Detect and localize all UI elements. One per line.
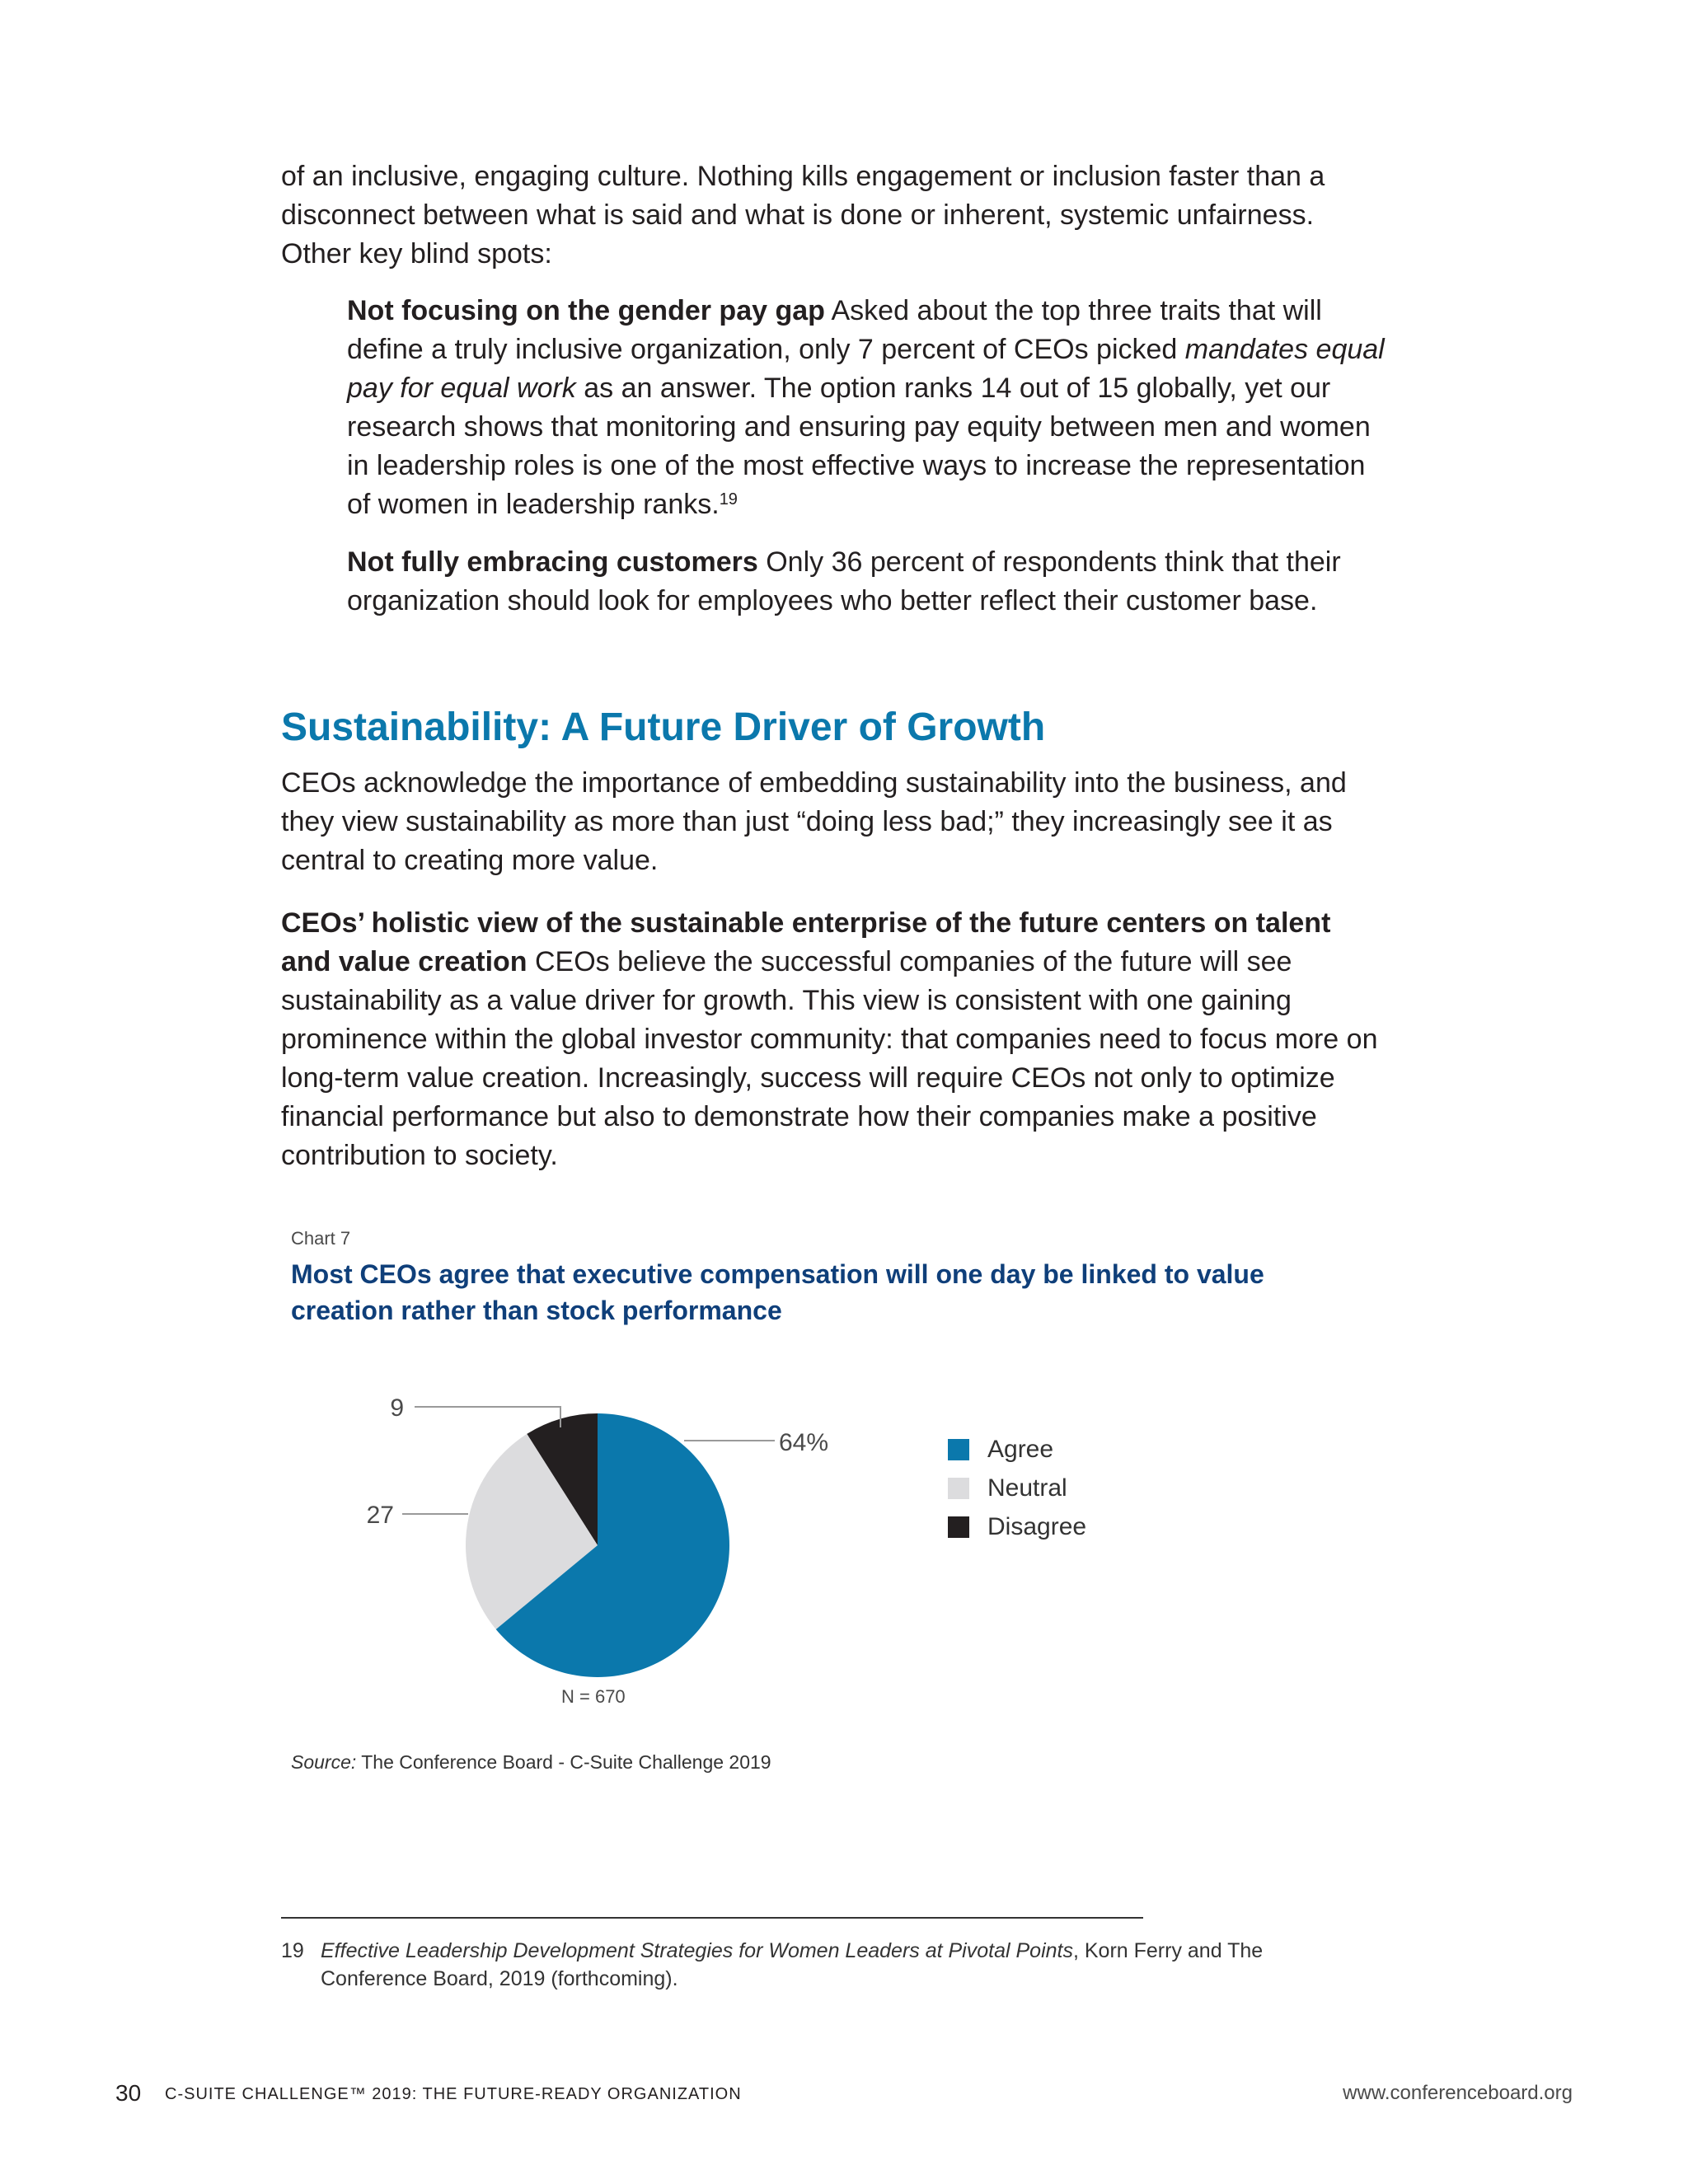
- chart-source: [291, 1751, 771, 1774]
- source-text: The Conference Board - C-Suite Challenge 2019: [361, 1751, 771, 1773]
- footer-url[interactable]: www.conferenceboard.org: [1343, 2082, 1573, 2104]
- legend-swatch-neutral: [948, 1478, 969, 1499]
- chart-title: Most CEOs agree that executive compensation will one day be linked to value creation rather than stock performance: [291, 1259, 1264, 1325]
- legend-swatch-disagree: [948, 1516, 969, 1538]
- pie-chart: [330, 1368, 907, 1681]
- section-title: Sustainability: A Future Driver of Growth: [281, 705, 1046, 749]
- chart-legend: [948, 1430, 1086, 1546]
- legend-item-neutral: [948, 1469, 1086, 1507]
- intro-paragraph: [281, 157, 1386, 274]
- legend-label-neutral: Neutral: [987, 1474, 1067, 1502]
- section-paragraph-2: [281, 904, 1386, 1175]
- blind-spot-heading: Not fully embracing customers: [347, 546, 758, 578]
- legend-label-agree: Agree: [987, 1435, 1054, 1463]
- footnote-ref[interactable]: 19: [719, 490, 738, 509]
- footnote-text: , Korn Ferry and The Conference Board, 2019 (forthcoming).: [321, 1939, 1264, 1990]
- chart-label: Chart 7: [291, 1228, 351, 1249]
- data-label-agree: 64%: [779, 1429, 829, 1456]
- page-number: 30: [115, 2080, 142, 2106]
- legend-label-disagree: Disagree: [987, 1512, 1087, 1540]
- running-head: C-SUITE CHALLENGE™ 2019: THE FUTURE-READY ORGANIZATION: [165, 2085, 742, 2103]
- intro-text: of an inclusive, engaging culture. Nothing kills engagement or inclusion faster than a disconnect between what is said and what is done or inherent, systemic unfairness. Other key blind spots:: [281, 161, 1325, 269]
- footnote: [281, 1937, 1353, 1993]
- blind-spot-italic: mandates equal pay for equal work: [347, 334, 1385, 404]
- leader-line-disagree: [415, 1407, 560, 1427]
- footnote-number: 19: [281, 1939, 304, 1962]
- legend-swatch-agree: [948, 1439, 969, 1460]
- section-paragraph-1: [281, 764, 1386, 880]
- section-para-2-text: CEOs believe the successful companies of the future will see sustainability as a value driver for growth. This view is consistent with one gaining prominence within the global investor community: that companies need to focus more on long-term value creation. Increasingly, success will require CEOs not only to optimize financial performance but also to demonstrate how their companies make a positive contribution to society.: [281, 946, 1378, 1171]
- footnote-title: Effective Leadership Development Strategies for Women Leaders at Pivotal Points: [321, 1939, 1073, 1962]
- blind-spot-text: Only 36 percent of respondents think that their organization should look for employees who better reflect their customer base.: [347, 546, 1341, 616]
- blind-spot-heading: Not focusing on the gender pay gap: [347, 295, 825, 326]
- legend-item-agree: [948, 1430, 1086, 1469]
- blind-spot-text: as an answer. The option ranks 14 out of 15 globally, yet our research shows that monitoring and ensuring pay equity between men and women in leadership roles is one of the most effective ways to increase the representation of women in leadership ranks.: [347, 373, 1371, 520]
- blind-spot-customers: [347, 543, 1386, 621]
- data-label-disagree: 9: [390, 1394, 404, 1422]
- section-para-2-heading: CEOs’ holistic view of the sustainable enterprise of the future centers on talent and value creation: [281, 907, 1331, 977]
- blind-spot-pay-gap: [347, 292, 1386, 524]
- data-label-neutral: 27: [366, 1502, 394, 1529]
- footnote-divider: [281, 1917, 1143, 1919]
- sample-size: N = 670: [561, 1686, 626, 1707]
- section-para-1-text: CEOs acknowledge the importance of embedding sustainability into the business, and they view sustainability as more than just “doing less bad;” they increasingly see it as central to creating more value.: [281, 767, 1347, 876]
- blind-spot-text: Asked about the top three traits that will define a truly inclusive organization, only 7 percent of CEOs picked: [347, 295, 1322, 365]
- legend-item-disagree: [948, 1507, 1086, 1546]
- source-label: Source:: [291, 1751, 357, 1773]
